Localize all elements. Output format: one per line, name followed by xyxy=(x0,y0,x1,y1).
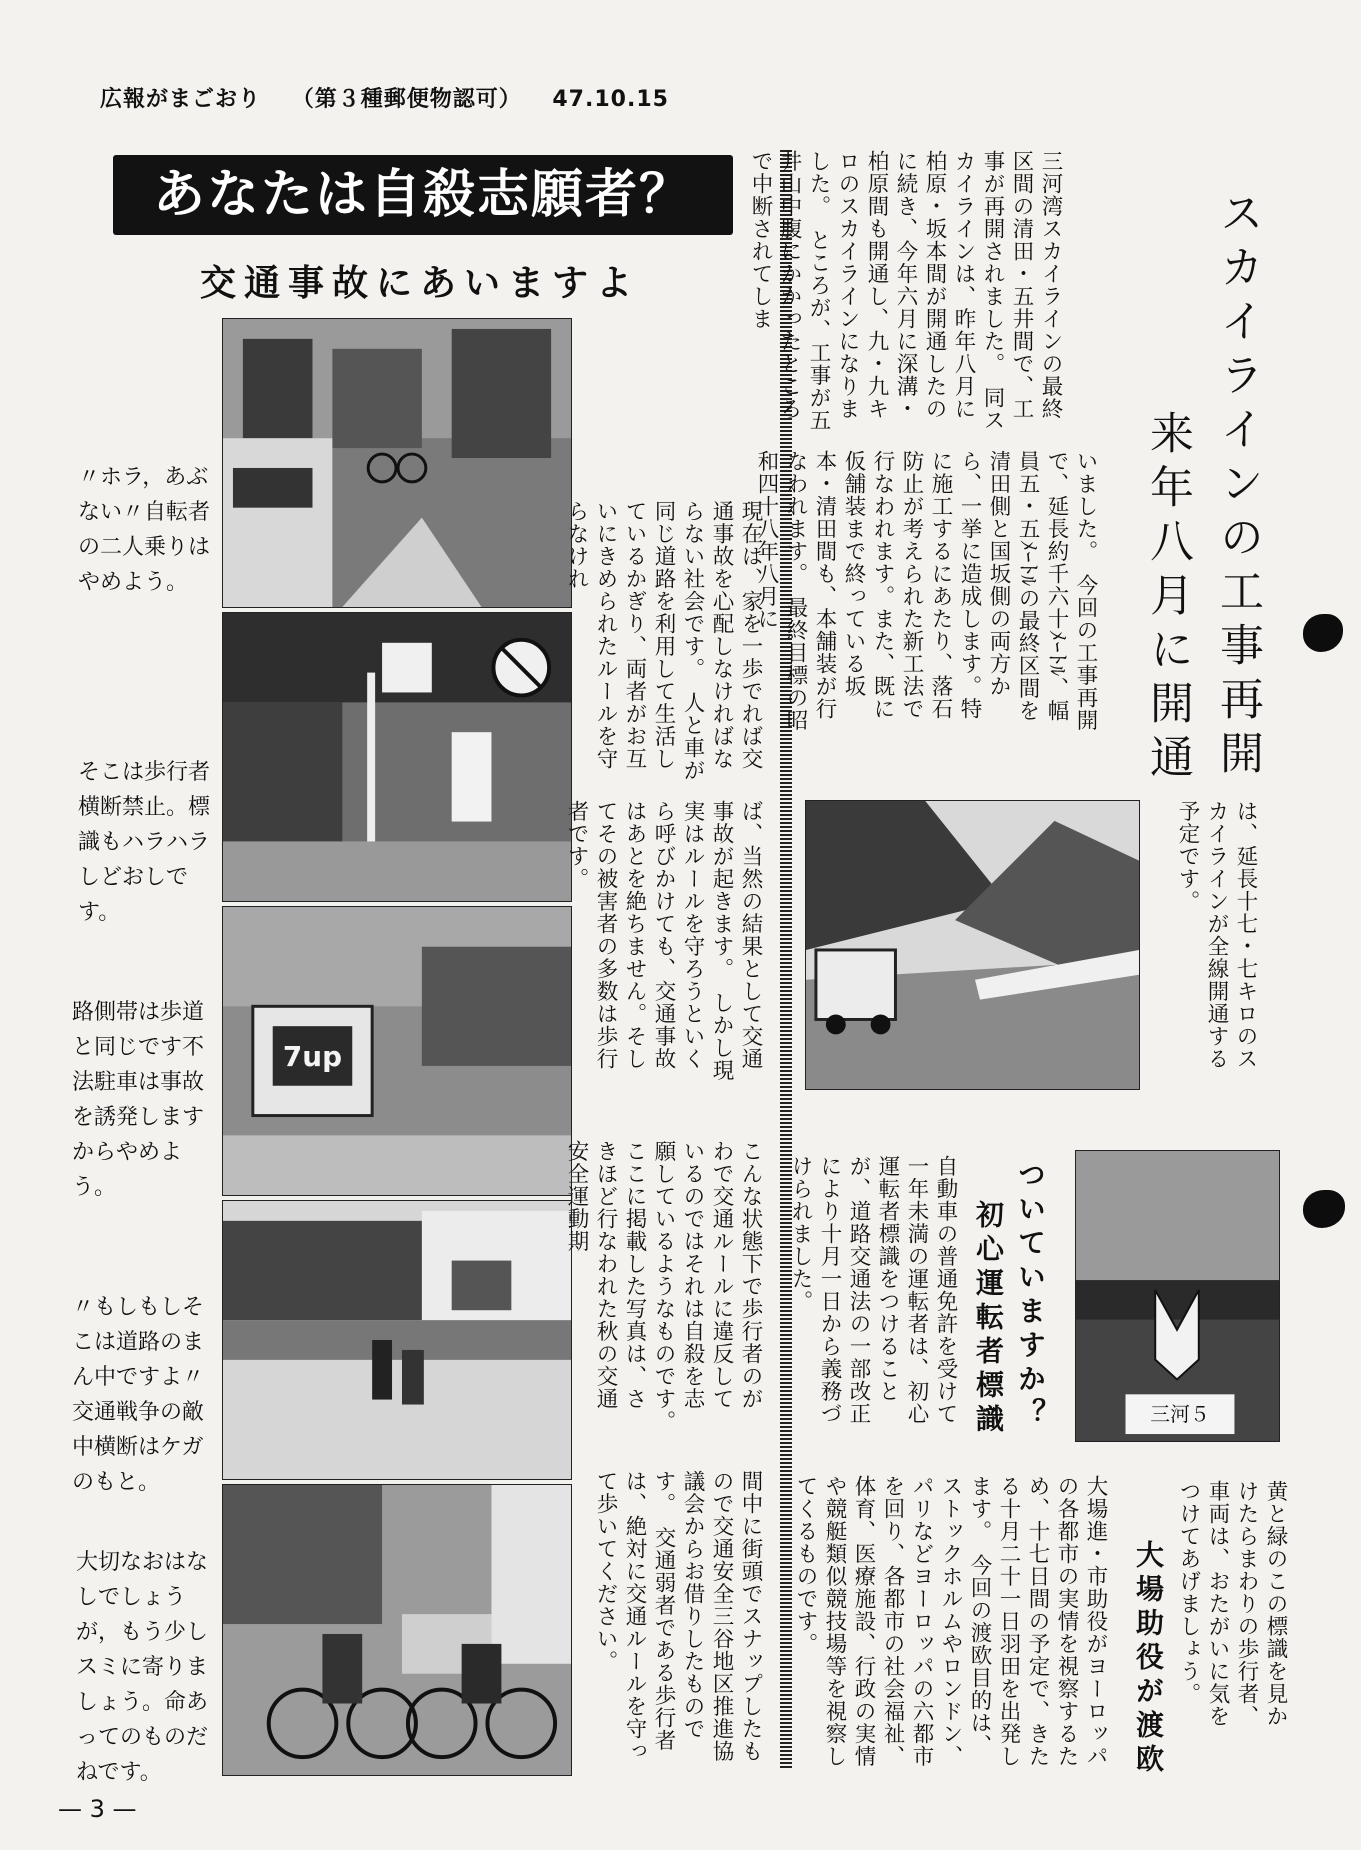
postal-permit: （第３種郵便物認可） xyxy=(291,87,522,112)
photo-beginner-mark-car xyxy=(1075,1150,1280,1442)
photo-skyline-road xyxy=(805,800,1140,1090)
article2-body-end: は、延長十七・七キロのスカイラインが全線開通する予定です。 xyxy=(1175,800,1258,1070)
photo-7up-truck xyxy=(222,906,572,1196)
article4-title: 大場助役が渡欧 xyxy=(1132,1540,1165,1778)
photo-no-crossing-sign xyxy=(222,612,572,902)
section-marker-1 xyxy=(1303,614,1343,652)
page-number: — 3 — xyxy=(58,1795,137,1823)
caption-4: 〃もしもしそこは道路のまん中ですよ〃交通戦争の敵中横断はケガのもと。 xyxy=(72,1295,205,1495)
caption-3: 路側帯は歩道と同じです不法駐車は事故を誘発しますからやめよう。 xyxy=(72,1000,205,1200)
article3-title: ついていますか？ xyxy=(1014,1160,1047,1432)
page-header xyxy=(100,82,691,113)
article1-title: あなたは自殺志願者？ xyxy=(113,155,733,235)
article1-body-col4: 間中に街頭でスナップしたもので交通安全三谷地区推進協議会からお借りしたものです。 交通弱者である歩行者は、絶対に交通ルールを守って歩いてください。 xyxy=(593,1470,763,1763)
7up-sign: 7up xyxy=(282,1039,343,1073)
caption-5: 大切なおはなしでしょうが，もう少しスミに寄りましょう。命あってのものだねです。 xyxy=(76,1550,209,1785)
photo-bicycle-street xyxy=(222,318,572,608)
article2-body-top: 三河湾スカイラインの最終区間の清田・五井間で、工事が再開されました。 同スカイラインは、昨年八月に柏原・坂本間が開通したのに続き、今年六月に深溝・柏原間も開通し、九・九キロのスカイラインになりました。 ところが、工事が五井山中腹にかかったところで中断されてしま xyxy=(748,150,1063,432)
photo-crossing-women xyxy=(222,1200,572,1480)
article2-body-mid: いました。 今回の工事再開で、延長約千六十ﾒｰﾄﾙ、幅員五・五ﾒｰﾄﾙの最終区間を清田側と国坂側の両方から、一挙に造成します。特に施工するにあたり、落石防止が考えられた新工法で行なわれます。また、既に仮舗装まで終っている坂本・清田間も、本舗装が行なわれます。 最終目標の昭和四十八年八月に xyxy=(754,450,1098,732)
article3-body: 自動車の普通免許を受けて一年未満の運転者は、初心運転者標識をつけることが、道路交通法の一部改正により十月一日から義務づけられました。 xyxy=(788,1155,958,1425)
newsletter-title: 広報がまごおり xyxy=(100,87,262,112)
article4-body: 大場進・市助役がヨーロッパの各都市の実情を視察するため、十七日間の予定で、きたる十月二十一日羽田を出発します。 今回の渡欧目的は、ストックホルムやロンドン、パリなどヨーロッパの六都市を回り、各都市の社会福祉、体育、医療施設、行政の実情や競艇類似競技場等を視察してくるものです。 xyxy=(793,1475,1108,1768)
article1-subtitle: 交通事故にあいますよ xyxy=(200,263,641,304)
article1-body-col2: ば、当然の結果として交通事故が起きます。 しかし現実はルールを守ろうといくら呼びかけても、交通事故はあとを絶ちません。そしてその被害者の多数は歩行者です。 xyxy=(564,800,763,1082)
article3-subtitle: 初心運転者標識 xyxy=(972,1200,1005,1438)
article1-body-col3: こんな状態下で歩行者のがわで交通ルールに違反しているのではそれは自殺を志願しているようなものです。 ここに掲載した写真は、さきほど行なわれた秋の交通安全運動期 xyxy=(564,1140,763,1445)
article3-body-end: 黄と緑のこの標識を見かけたらまわりの歩行者、車両は、おたがいに気をつけてあげましょう。 xyxy=(1176,1480,1288,1728)
article1-body-col1: 現在は、家を一歩でれば交通事故を心配しなければならない社会です。 人と車が同じ道路を利用して生活しているかぎり、両者がお互いにきめられたルールを守らなけれ xyxy=(564,500,763,782)
photo-bicycles-corner xyxy=(222,1484,572,1776)
article2-subtitle: 来年八月に開通 xyxy=(1142,410,1193,788)
license-plate: 三河５ xyxy=(1150,1403,1210,1427)
issue-date: 47.10.15 xyxy=(552,87,669,112)
section-marker-2 xyxy=(1303,1190,1345,1228)
caption-2: そこは歩行者横断禁止。標識もハラハラしどおしです。 xyxy=(78,760,211,925)
caption-1: 〃ホラ，あぶない〃自転者の二人乗りはやめよう。 xyxy=(78,465,211,595)
article2-title: スカイラインの工事再開 xyxy=(1212,190,1263,784)
